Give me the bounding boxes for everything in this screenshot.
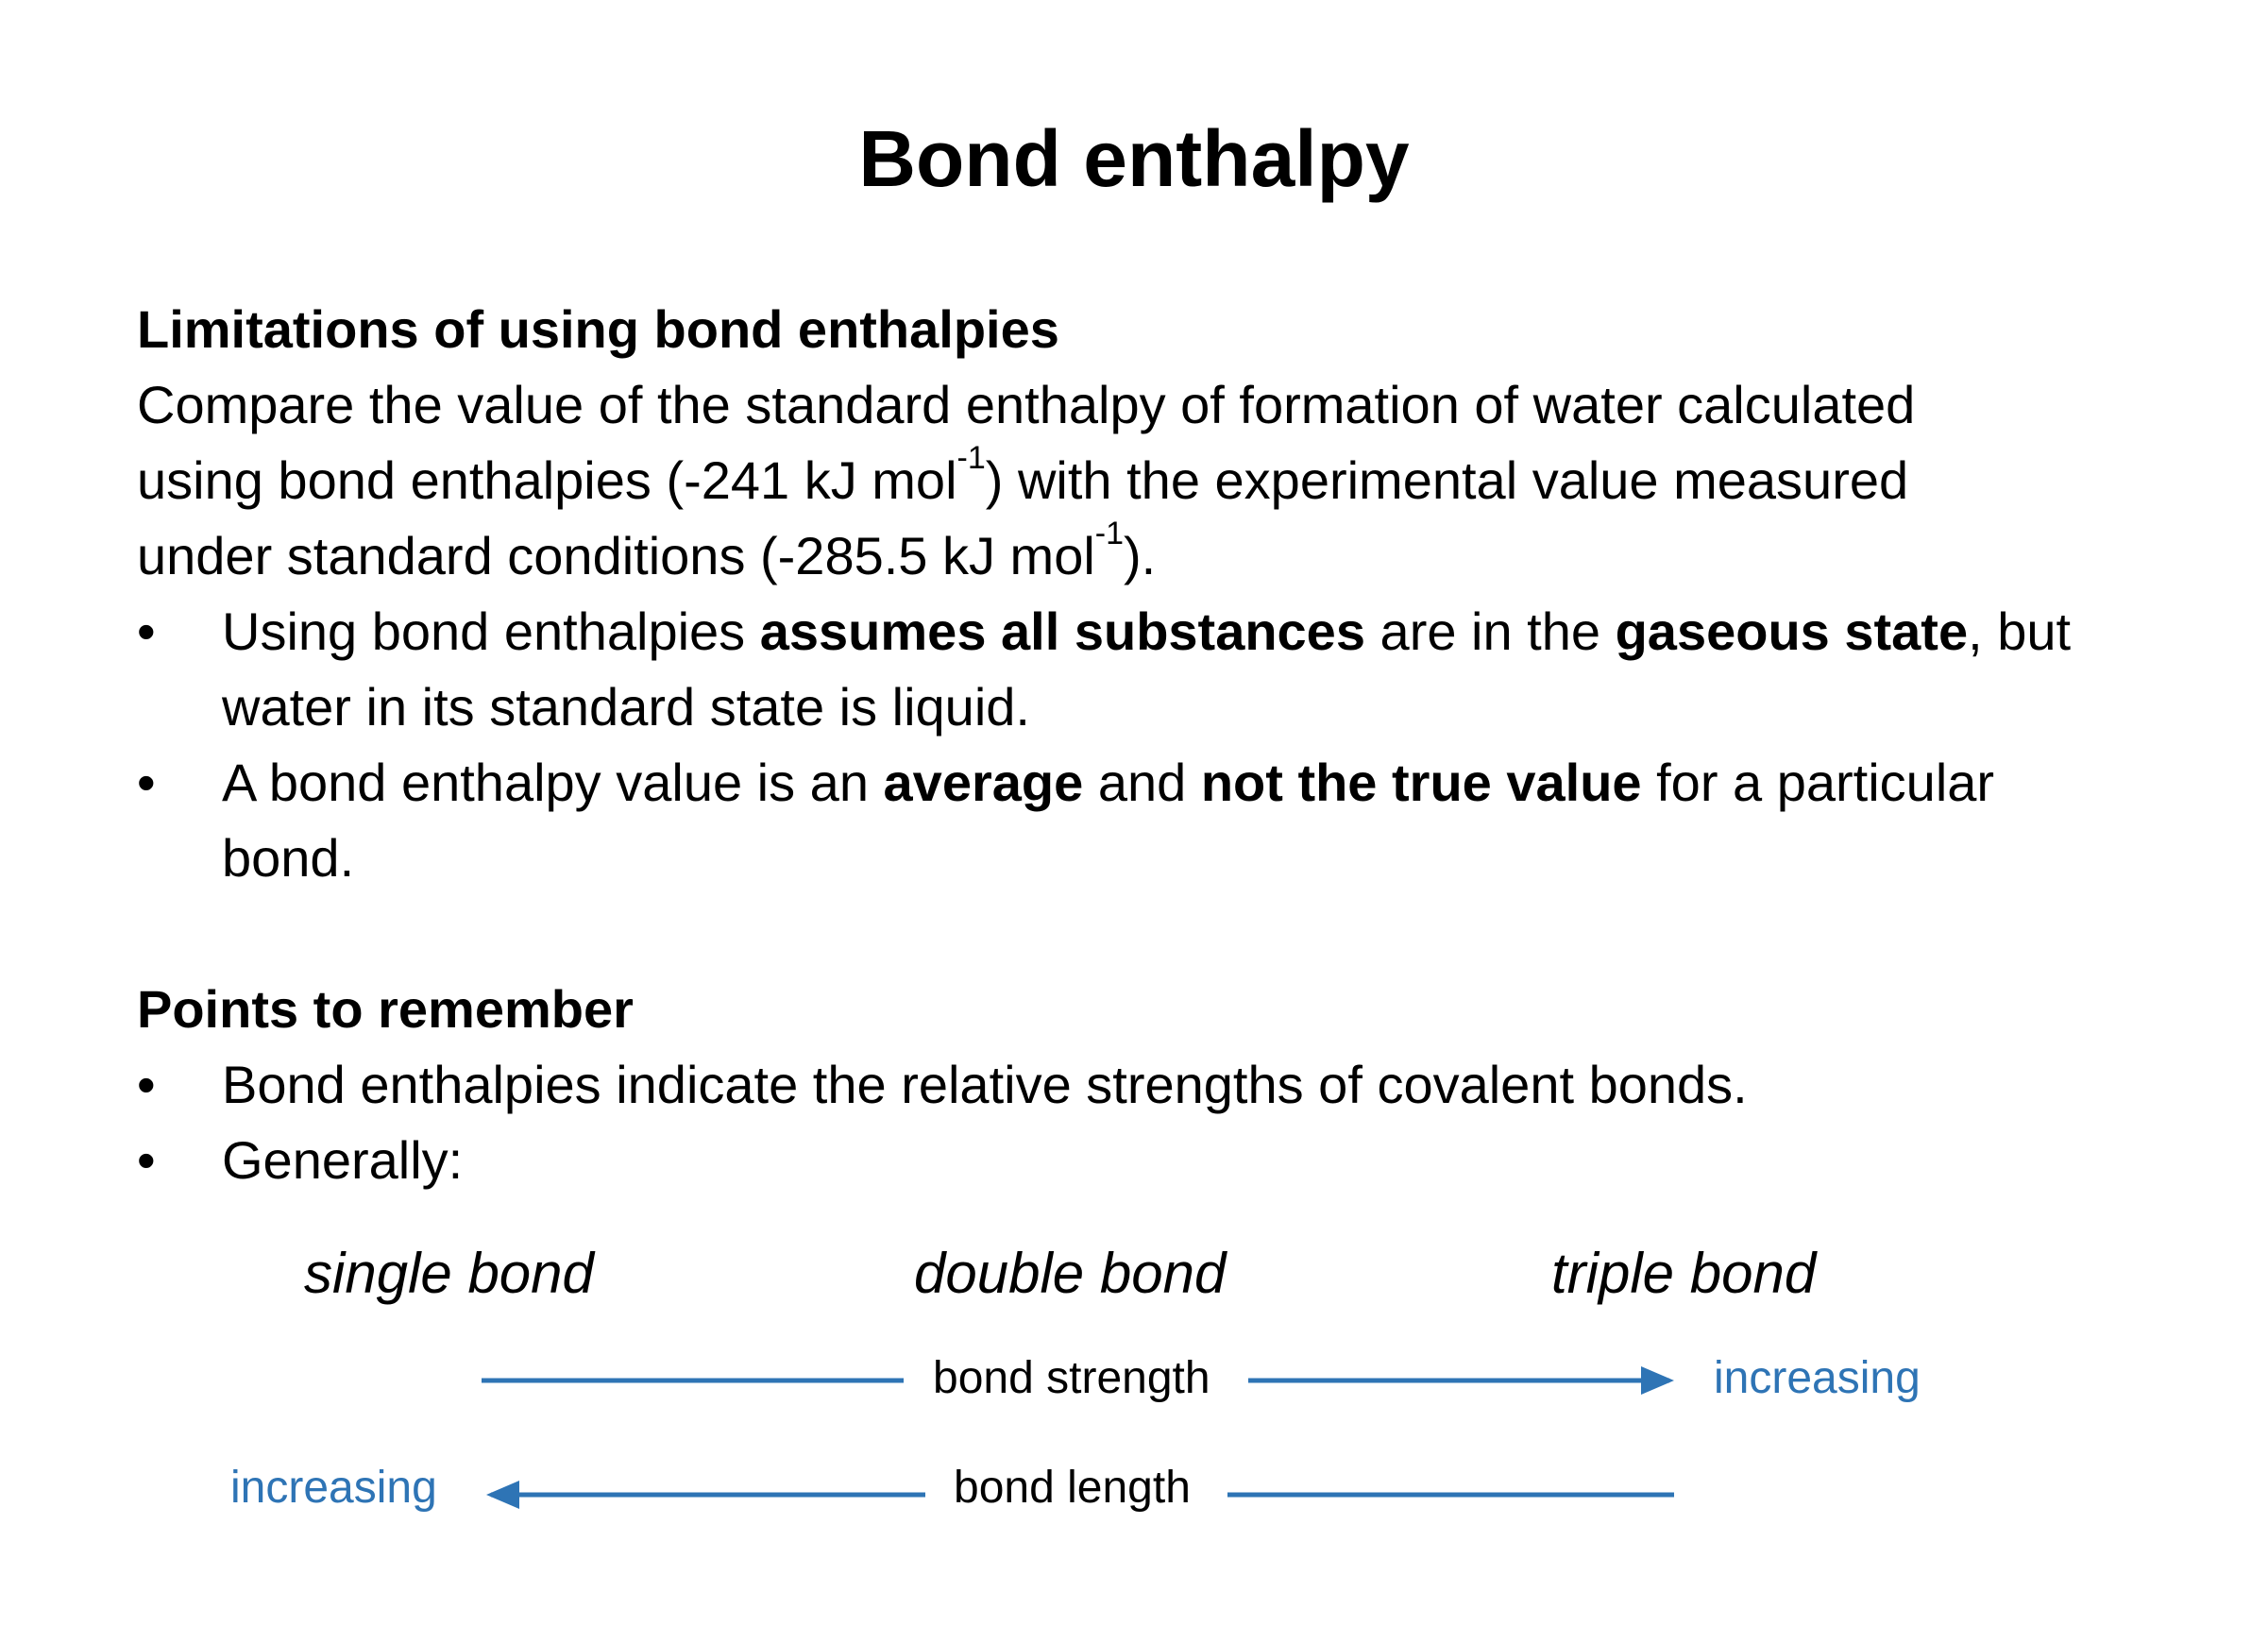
bullet-emphasis: gaseous state — [1615, 601, 1969, 661]
bullet-text: for a particular — [1641, 753, 1995, 812]
limitations-bullet-2-line-2: bond. — [222, 828, 355, 888]
paragraph-text: under standard conditions (-285.5 kJ mol — [137, 526, 1095, 585]
bullet-marker: • — [137, 1130, 156, 1190]
points-bullet-1: Bond enthalpies indicate the relative strengths of covalent bonds. — [222, 1055, 1748, 1114]
superscript: -1 — [956, 440, 986, 476]
bullet-text: A bond enthalpy value is an — [222, 753, 884, 812]
superscript: -1 — [1094, 516, 1125, 551]
bullet-emphasis: assumes all substances — [759, 601, 1365, 661]
bullet-marker: • — [137, 753, 156, 812]
limitations-heading: Limitations of using bond enthalpies — [137, 299, 1059, 359]
page-title: Bond enthalpy — [858, 114, 1410, 203]
single-bond-label: single bond — [304, 1242, 594, 1305]
paragraph-text: ). — [1124, 526, 1157, 585]
bullet-text: and — [1083, 753, 1201, 812]
bullet-emphasis: not the true value — [1200, 753, 1642, 812]
strength-increasing-label: increasing — [1714, 1353, 1921, 1403]
paragraph-text: ) with the experimental value measured — [985, 450, 1909, 510]
points-bullet-2: Generally: — [222, 1130, 464, 1190]
points-heading: Points to remember — [137, 979, 634, 1039]
bullet-marker: • — [137, 601, 156, 661]
triple-bond-label: triple bond — [1551, 1242, 1817, 1305]
paragraph-text: using bond enthalpies (-241 kJ mol — [137, 450, 957, 510]
bullet-emphasis: average — [883, 753, 1084, 812]
limitations-bullet-1-line-2: water in its standard state is liquid. — [222, 677, 1030, 737]
double-bond-label: double bond — [914, 1242, 1227, 1305]
bullet-text: , but — [1968, 601, 2072, 661]
bullet-text: Using bond enthalpies — [222, 601, 760, 661]
length-increasing-label: increasing — [230, 1463, 437, 1513]
limitations-paragraph-line-1: Compare the value of the standard enthalpy of formation of water calculated — [137, 375, 1916, 434]
bullet-text: are in the — [1364, 601, 1616, 661]
bond-length-label: bond length — [954, 1463, 1191, 1513]
bullet-marker: • — [137, 1055, 156, 1114]
bond-strength-label: bond strength — [933, 1353, 1210, 1403]
